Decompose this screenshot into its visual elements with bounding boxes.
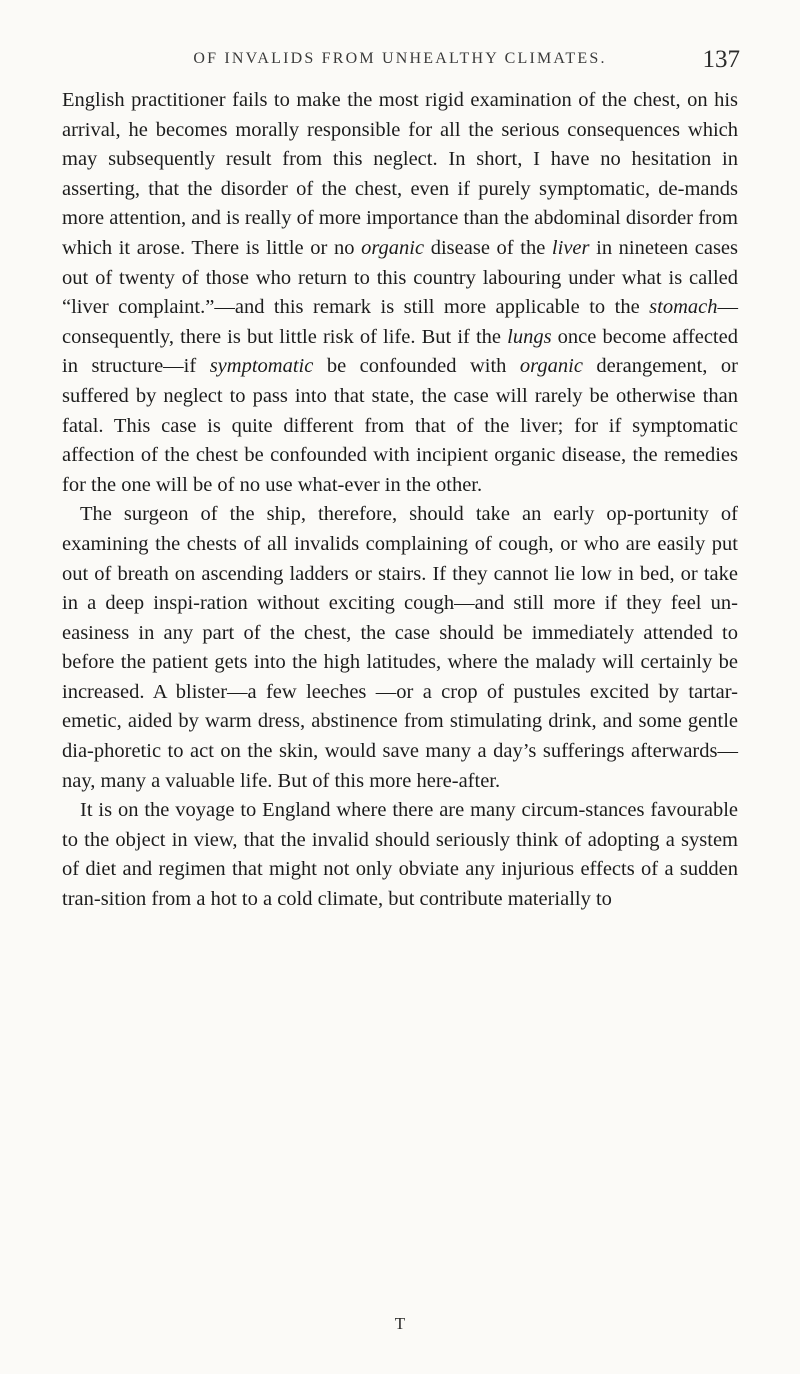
italic-text: lungs — [507, 325, 552, 348]
text-run: disease of the — [424, 236, 552, 259]
signature-mark: T — [394, 1314, 406, 1333]
page-number: 137 — [702, 46, 740, 73]
body-text — [62, 86, 738, 915]
running-title: OF INVALIDS FROM UNHEALTHY CLIMATES. — [193, 50, 607, 67]
paragraph-3 — [62, 796, 738, 914]
text-run: It is on the voyage to England where there are many circum-stances favourable to the object in view, that the invalid should seriously think of adopting a system of diet and regimen that might not only obviate any injurious effects of a sudden tran-sition from a hot to a cold climate, but contribute materially to — [62, 799, 738, 911]
text-run: —consequently, there is but little risk of life. But if the — [62, 296, 738, 348]
text-run: English practitioner fails to make the most rigid examination of the chest, on his arrival, he becomes morally responsible for all the serious consequences which may subsequently result from this neglect. In short, I have no hesitation in asserting, that the disorder of the chest, even if purely symptomatic, de-mands more attention, and is really of more importance than the abdominal disorder from which it arose. There is little or no — [62, 89, 738, 259]
paragraph-1 — [62, 86, 738, 500]
italic-text: stomach — [649, 296, 718, 319]
italic-text: organic — [361, 236, 425, 259]
italic-text: organic — [519, 355, 583, 378]
running-header — [60, 46, 740, 76]
text-run: be confounded with — [313, 355, 520, 378]
text-run: in nineteen cases out of twenty of those who return to this country labouring under what is called “liver complaint.”—and this remark is still more applicable to the — [62, 236, 738, 319]
paragraph-2 — [62, 500, 738, 796]
italic-text: symptomatic — [209, 355, 314, 378]
text-run: derangement, or suffered by neglect to pass into that state, the case will rarely be otherwise than fatal. This case is quite different from that of the liver; for if symptomatic affection of the chest be confounded with incipient organic disease, the remedies for the one will be of no use what-ever in the other. — [62, 355, 738, 496]
text-run: once become affected in structure—if — [62, 325, 738, 378]
italic-text: liver — [551, 236, 590, 259]
text-run: The surgeon of the ship, therefore, should take an early op-portunity of examining the chests of all invalids complaining of cough, or who are easily put out of breath on ascending ladders or stairs. If they cannot lie low in bed, or take in a deep inspi-ration without exciting cough—and still more if they feel un-easiness in any part of the chest, the case should be immediately attended to before the patient gets into the high latitudes, where the malady will certainly be increased. A blister—a few leeches —or a crop of pustules excited by tartar-emetic, aided by warm dress, abstinence from stimulating drink, and some gentle dia-phoretic to act on the skin, would save many a day’s sufferings afterwards—nay, many a valuable life. But of this more here-after. — [62, 503, 738, 792]
